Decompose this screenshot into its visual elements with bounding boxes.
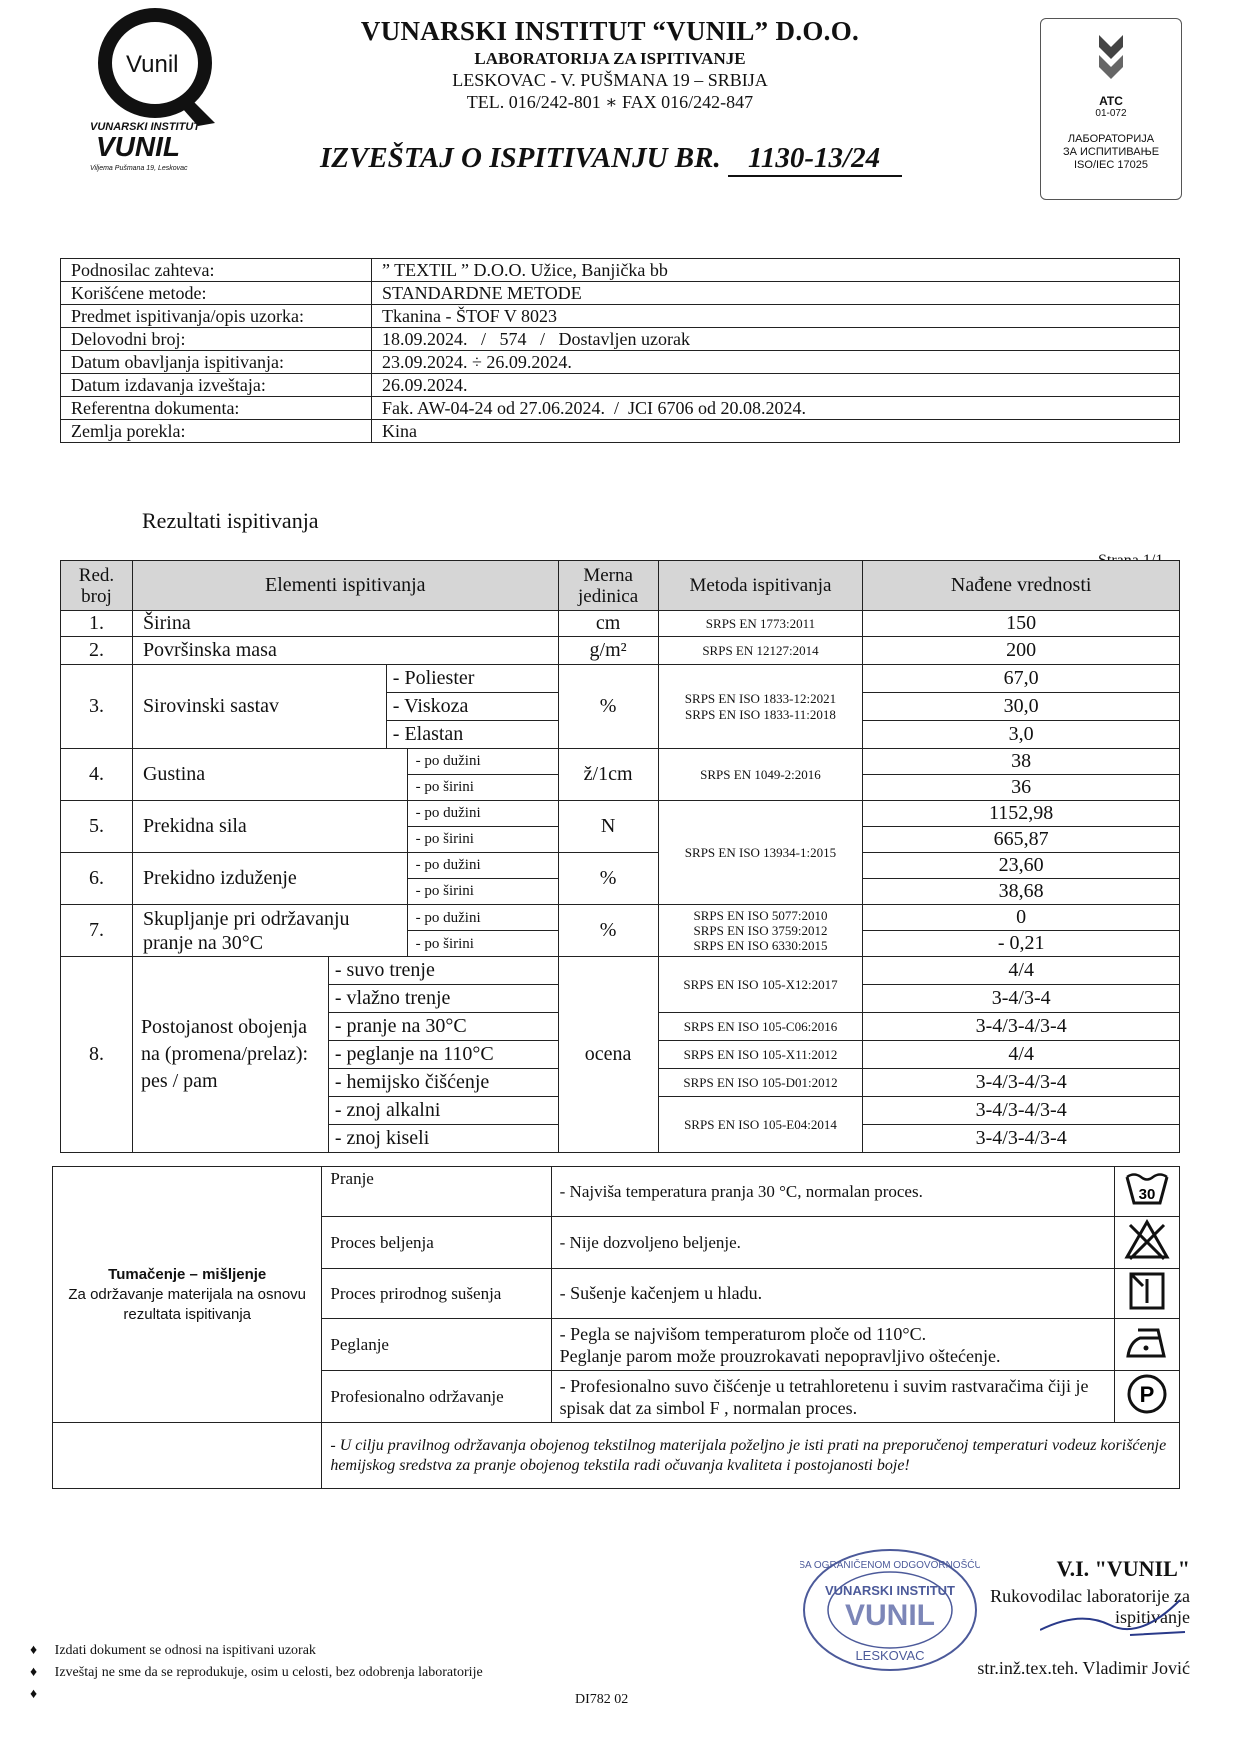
table-row: [61, 853, 1180, 879]
row-unit: g/m²: [558, 637, 658, 665]
row-method: SRPS EN ISO 105-C06:2016: [658, 1013, 863, 1041]
row-number: 3.: [61, 665, 133, 749]
care-text: - Profesionalno suvo čišćenje u tetrahloretenu i suvim rastvaračima čiji je spisak dat za simbol F , normalan proces.: [551, 1371, 1114, 1423]
info-row: [61, 351, 1180, 374]
info-value: 18.09.2024. / 574 / Dostavljen uzorak: [372, 328, 1180, 351]
signature-role: Rukovodilac laboratorije za ispitivanje: [990, 1586, 1190, 1627]
row-value: 665,87: [863, 827, 1180, 853]
direction-sublabels: [407, 905, 558, 956]
info-row: [61, 282, 1180, 305]
footer-note: Izveštaj ne sme da se reprodukuje, osim u celosti, bez odobrenja laboratorije: [54, 1665, 483, 1680]
row-sub: - vlažno trenje: [328, 985, 558, 1013]
header-merna-jedinica: Merna jedinica: [558, 561, 658, 611]
row-sub: - suvo trenje: [328, 957, 558, 985]
care-label: Proces beljenja: [322, 1217, 551, 1269]
table-row: [61, 957, 1180, 985]
row-sub: - Viskoza: [386, 693, 558, 721]
info-value: Fak. AW-04-24 od 27.06.2024. / JCI 6706 od 20.08.2024.: [372, 397, 1180, 420]
row-element: Gustina: [142, 763, 206, 785]
svg-text:VUNARSKI INSTITUT: VUNARSKI INSTITUT: [90, 121, 200, 133]
direction-label: - po širini: [415, 831, 474, 847]
row-unit: %: [558, 853, 658, 905]
row-number: 8.: [61, 957, 133, 1153]
institute-name: VUNARSKI INSTITUT “VUNIL” D.O.O.: [360, 16, 860, 46]
bullet-icon: ♦: [30, 1687, 38, 1702]
row-sub: - hemijsko čišćenje: [328, 1069, 558, 1097]
row-element: Površinska masa: [132, 637, 558, 665]
footer-note: Izdati dokument se odnosi na ispitivani uzorak: [54, 1643, 316, 1658]
row-number: 5.: [61, 801, 133, 853]
info-row: [61, 305, 1180, 328]
care-label: Pranje: [322, 1167, 551, 1217]
interpretation-subtitle: Za održavanje materijala na osnovu rezultata ispitivanja: [68, 1285, 307, 1323]
row-element-cell: [132, 801, 558, 853]
row-unit: %: [558, 905, 658, 957]
info-key: Predmet ispitivanja/opis uzorka:: [61, 305, 372, 328]
direction-sublabels: [407, 749, 558, 800]
info-value: ” TEXTIL ” D.O.O. Užice, Banjička bb: [372, 259, 1180, 282]
direction-label: - po širini: [415, 883, 474, 899]
report-number: 1130-13/24: [728, 142, 902, 177]
row-sub: - Poliester: [386, 665, 558, 693]
bullet-icon: ♦: [30, 1643, 38, 1658]
line-dry-shade-icon: [1114, 1269, 1179, 1319]
row-unit: N: [558, 801, 658, 853]
direction-sublabels: [407, 801, 558, 852]
header-vrednosti: Nađene vrednosti: [863, 561, 1180, 611]
row-unit: ž/1cm: [558, 749, 658, 801]
row-value: 4/4: [863, 957, 1180, 985]
interpretation-table: [52, 1166, 1180, 1489]
row-method: SRPS EN ISO 5077:2010 SRPS EN ISO 3759:2012 SRPS EN ISO 6330:2015: [658, 905, 863, 957]
svg-text:LESKOVAC: LESKOVAC: [855, 1648, 925, 1663]
row-method: SRPS EN 12127:2014: [658, 637, 863, 665]
info-row: [61, 420, 1180, 443]
atc-logo-icon: [1081, 25, 1141, 85]
row-value: 36: [863, 775, 1180, 801]
signature-org: V.I. "VUNIL": [1056, 1556, 1190, 1581]
info-value: Tkanina - ŠTOF V 8023: [372, 305, 1180, 328]
care-label: Profesionalno održavanje: [322, 1371, 551, 1423]
direction-label: - po širini: [415, 935, 474, 952]
row-sub: - znoj alkalni: [328, 1097, 558, 1125]
section-title: Rezultati ispitivanja: [142, 508, 319, 533]
row-element: Postojanost obojenja na (promena/prelaz): pes / pam: [132, 957, 328, 1153]
direction-label: - po dužini: [408, 801, 558, 827]
row-unit: ocena: [558, 957, 658, 1153]
info-key: Delovodni broj:: [61, 328, 372, 351]
footer-notes: [30, 1640, 483, 1706]
table-row: [53, 1167, 1180, 1217]
no-bleach-icon: [1114, 1217, 1179, 1269]
care-text: - Sušenje kačenjem u hladu.: [551, 1269, 1114, 1319]
info-key: Referentna dokumenta:: [61, 397, 372, 420]
atc-accreditation-badge: [1040, 18, 1182, 200]
row-number: 7.: [61, 905, 133, 957]
report-label: IZVEŠTAJ O ISPITIVANJU BR.: [320, 142, 721, 174]
info-key: Datum obavljanja ispitivanja:: [61, 351, 372, 374]
table-row: [61, 637, 1180, 665]
atc-number: 01-072: [1095, 108, 1127, 119]
row-number: 4.: [61, 749, 133, 801]
table-row: [61, 611, 1180, 637]
row-method: SRPS EN 1773:2011: [658, 611, 863, 637]
row-value: 3,0: [863, 721, 1180, 749]
row-element: Širina: [132, 611, 558, 637]
row-value: 3-4/3-4/3-4: [863, 1125, 1180, 1153]
care-note: - U cilju pravilnog održavanja obojenog tekstilnog materijala poželjno je isti prati na preporučenoj temperaturi vodeuz korišćenje hemijskog sredstva za pranje obojenog tekstila radi očuvanja kvaliteta i postojanosti boje!: [322, 1423, 1180, 1489]
document-code: DI782 02: [575, 1692, 629, 1707]
table-header-row: [61, 561, 1180, 611]
row-unit: cm: [558, 611, 658, 637]
official-stamp: [800, 1540, 980, 1680]
signature-name: str.inž.tex.teh. Vladimir Jović: [977, 1658, 1190, 1678]
header-metoda: Metoda ispitivanja: [658, 561, 863, 611]
info-value: 26.09.2024.: [372, 374, 1180, 397]
row-value: 23,60: [863, 853, 1180, 879]
direction-sublabels: [407, 853, 558, 904]
svg-text:SA OGRANIČENOM ODGOVORNOŠĆU: SA OGRANIČENOM ODGOVORNOŠĆU: [800, 1560, 980, 1571]
row-value: 38: [863, 749, 1180, 775]
row-value: 0: [863, 905, 1180, 931]
table-row: [61, 801, 1180, 827]
row-method: SRPS EN ISO 105-X11:2012: [658, 1041, 863, 1069]
atc-code: ATC: [1099, 94, 1123, 108]
row-value: 3-4/3-4/3-4: [863, 1097, 1180, 1125]
info-key: Korišćene metode:: [61, 282, 372, 305]
care-label: Proces prirodnog sušenja: [322, 1269, 551, 1319]
row-value: 3-4/3-4/3-4: [863, 1013, 1180, 1041]
row-value: 67,0: [863, 665, 1180, 693]
row-method: SRPS EN 1049-2:2016: [658, 749, 863, 801]
row-value: 150: [863, 611, 1180, 637]
direction-label: - po dužini: [408, 905, 558, 931]
info-value: 23.09.2024. ÷ 26.09.2024.: [372, 351, 1180, 374]
row-sub: - pranje na 30°C: [328, 1013, 558, 1041]
table-row: [53, 1423, 1180, 1489]
results-grid: [60, 560, 1180, 1153]
svg-text:30: 30: [1138, 1186, 1156, 1203]
interpretation-title: Tumačenje – mišljenje: [108, 1265, 267, 1283]
svg-text:P: P: [1139, 1382, 1155, 1407]
row-element: Prekidno izduženje: [142, 867, 297, 889]
dry-clean-p-icon: [1114, 1371, 1179, 1423]
info-key: Podnosilac zahteva:: [61, 259, 372, 282]
info-key: Zemlja porekla:: [61, 420, 372, 443]
row-unit: %: [558, 665, 658, 749]
direction-label: - po dužini: [408, 853, 558, 879]
row-element: Skupljanje pri održavanju pranje na 30°C: [142, 907, 350, 954]
row-value: 4/4: [863, 1041, 1180, 1069]
svg-text:VUNARSKI INSTITUT: VUNARSKI INSTITUT: [825, 1583, 955, 1598]
row-element-cell: [132, 749, 558, 801]
care-text: - Najviša temperatura pranja 30 °C, normalan proces.: [551, 1167, 1114, 1217]
care-text: - Pegla se najvišom temperaturom ploče od 110°C. Peglanje parom može prouzrokavati nepopravljivo oštećenje.: [551, 1319, 1114, 1371]
header-red-broj: Red. broj: [61, 561, 133, 611]
row-number: 2.: [61, 637, 133, 665]
info-value: STANDARDNE METODE: [372, 282, 1180, 305]
table-row: [61, 749, 1180, 775]
direction-label: - po dužini: [408, 749, 558, 775]
table-row: [61, 665, 1180, 693]
info-row: [61, 397, 1180, 420]
iron-low-icon: [1114, 1319, 1179, 1371]
row-method: SRPS EN ISO 1833-12:2021 SRPS EN ISO 1833-11:2018: [658, 665, 863, 749]
row-value: 30,0: [863, 693, 1180, 721]
results-grid-table: [60, 560, 1180, 1153]
row-value: 3-4/3-4/3-4: [863, 1069, 1180, 1097]
svg-text:Vunil: Vunil: [126, 51, 179, 78]
row-number: 1.: [61, 611, 133, 637]
address: LESKOVAC - V. PUŠMANA 19 – SRBIJA: [452, 70, 768, 90]
row-number: 6.: [61, 853, 133, 905]
info-row: [61, 374, 1180, 397]
request-info-table: [60, 258, 1180, 443]
header-elementi: Elementi ispitivanja: [132, 561, 558, 611]
svg-text:Viljema Pušmana 19, Leskovac: Viljema Pušmana 19, Leskovac: [90, 165, 188, 172]
row-element: Prekidna sila: [142, 815, 247, 837]
phone: TEL. 016/242-801 ∗ FAX 016/242-847: [466, 92, 754, 112]
row-element-cell: [132, 905, 558, 957]
row-method: SRPS EN ISO 105-X12:2017: [658, 957, 863, 1013]
row-method: SRPS EN ISO 105-D01:2012: [658, 1069, 863, 1097]
care-label: Peglanje: [322, 1319, 551, 1371]
row-value: 38,68: [863, 879, 1180, 905]
row-method: SRPS EN ISO 105-E04:2014: [658, 1097, 863, 1153]
vunil-logo: [90, 8, 270, 178]
institute-header: [330, 16, 890, 113]
row-method: SRPS EN ISO 13934-1:2015: [658, 801, 863, 905]
svg-text:VUNIL: VUNIL: [96, 131, 180, 162]
report-title: [320, 142, 902, 177]
care-text: - Nije dozvoljeno beljenje.: [551, 1217, 1114, 1269]
info-key: Datum izdavanja izveštaja:: [61, 374, 372, 397]
row-value: 200: [863, 637, 1180, 665]
info-value: Kina: [372, 420, 1180, 443]
atc-line1: ЛАБОРАТОРИЈА: [1067, 133, 1155, 145]
row-element-cell: [132, 853, 558, 905]
svg-text:VUNIL: VUNIL: [845, 1599, 935, 1632]
row-value: - 0,21: [863, 931, 1180, 957]
info-row: [61, 259, 1180, 282]
lab-name: LABORATORIJA ZA ISPITIVANJE: [474, 49, 746, 68]
row-element: Sirovinski sastav: [132, 665, 386, 749]
bullet-icon: ♦: [30, 1665, 38, 1680]
atc-line2: ЗА ИСПИТИВАЊЕ: [1062, 146, 1160, 158]
direction-label: - po širini: [415, 779, 474, 795]
info-row: [61, 328, 1180, 351]
atc-line3: ISO/IEC 17025: [1074, 159, 1148, 171]
interpretation-title-cell: [53, 1167, 322, 1423]
row-sub: - peglanje na 110°C: [328, 1041, 558, 1069]
wash-30-icon: [1114, 1167, 1179, 1217]
row-sub: - znoj kiseli: [328, 1125, 558, 1153]
row-sub: - Elastan: [386, 721, 558, 749]
handwritten-signature: [1040, 1590, 1190, 1650]
table-row: [61, 905, 1180, 931]
row-value: 3-4/3-4: [863, 985, 1180, 1013]
row-value: 1152,98: [863, 801, 1180, 827]
